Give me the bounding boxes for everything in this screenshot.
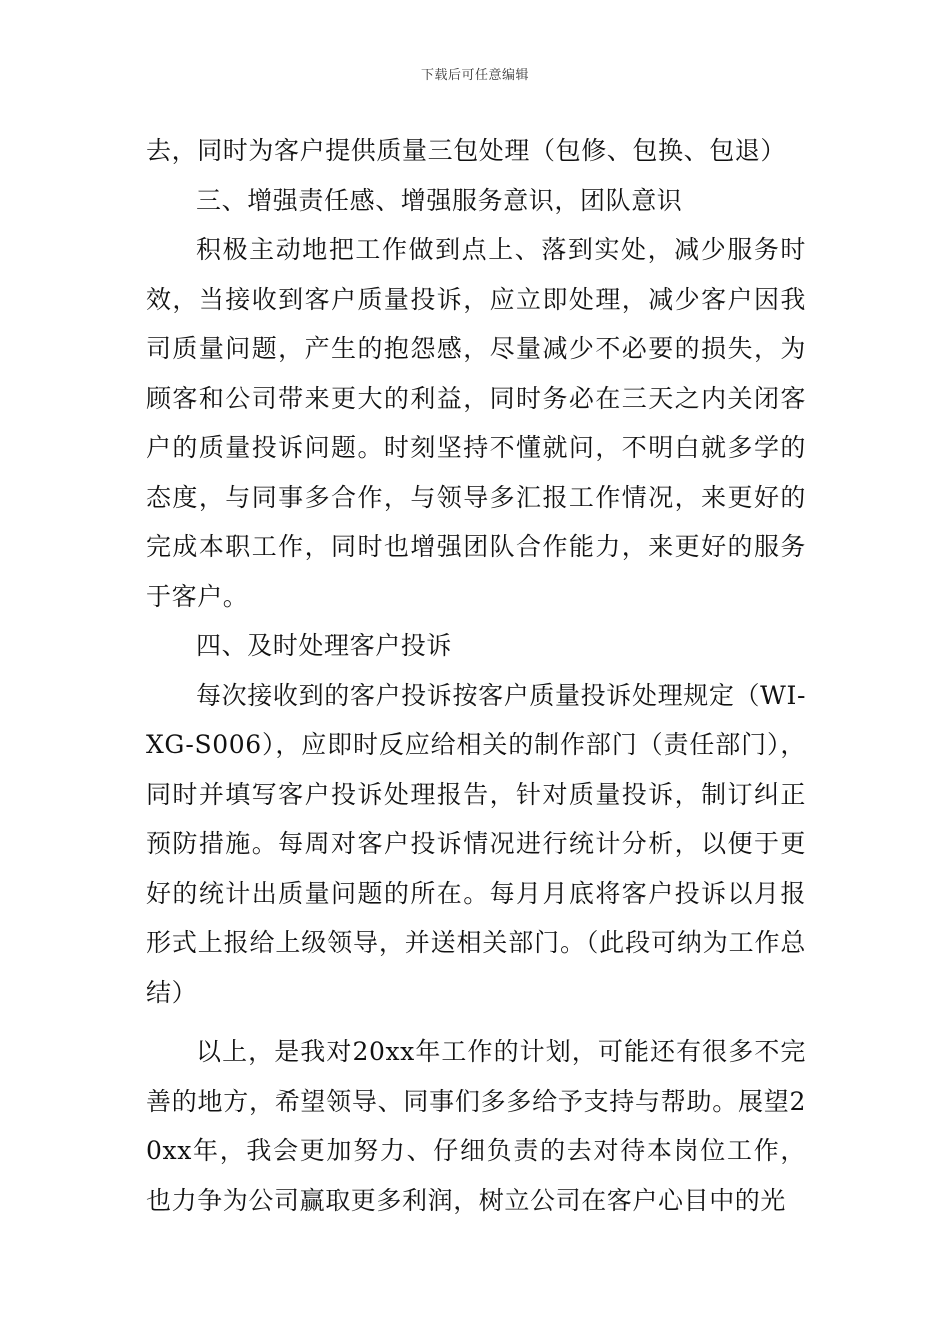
paragraph-conclusion: 以上，是我对20xx年工作的计划，可能还有很多不完善的地方，希望领导、同事们多多给予支持与帮助。展望20xx年，我会更加努力、仔细负责的去对待本岗位工作，也力争为公司赢取更多利润，树立公司在客户心目中的光 bbox=[146, 1037, 806, 1215]
paragraph-responsibility: 积极主动地把工作做到点上、落到实处，减少服务时效，当接收到客户质量投诉，应立即处理，减少客户因我司质量问题，产生的抱怨感，尽量减少不必要的损失，为顾客和公司带来更大的利益，同时务必在三天之内关闭客户的质量投诉问题。时刻坚持不懂就问，不明白就多学的态度，与同事多合作，与领导多汇报工作情况，来更好的完成本职工作，同时也增强团队合作能力，来更好的服务于客户。 bbox=[146, 235, 806, 611]
document-body bbox=[146, 126, 806, 1225]
section-heading-4: 四、及时处理客户投诉 bbox=[196, 631, 453, 660]
page-header-note: 下载后可任意编辑 bbox=[420, 68, 529, 83]
section-heading-3: 三、增强责任感、增强服务意识，团队意识 bbox=[196, 185, 683, 215]
paragraph-complaints: 每次接收到的客户投诉按客户质量投诉处理规定（WI-XG-S006），应即时反应给相关的制作部门（责任部门），同时并填写客户投诉处理报告，针对质量投诉，制订纠正预防措施。每周对客户投诉情况进行统计分析，以便于更好的统计出质量问题的所在。每月月底将客户投诉以月报形式上报给上级领导，并送相关部门。（此段可纳为工作总结） bbox=[146, 680, 806, 1007]
paragraph-continuation: 去，同时为客户提供质量三包处理（包修、包换、包退） bbox=[146, 136, 787, 165]
